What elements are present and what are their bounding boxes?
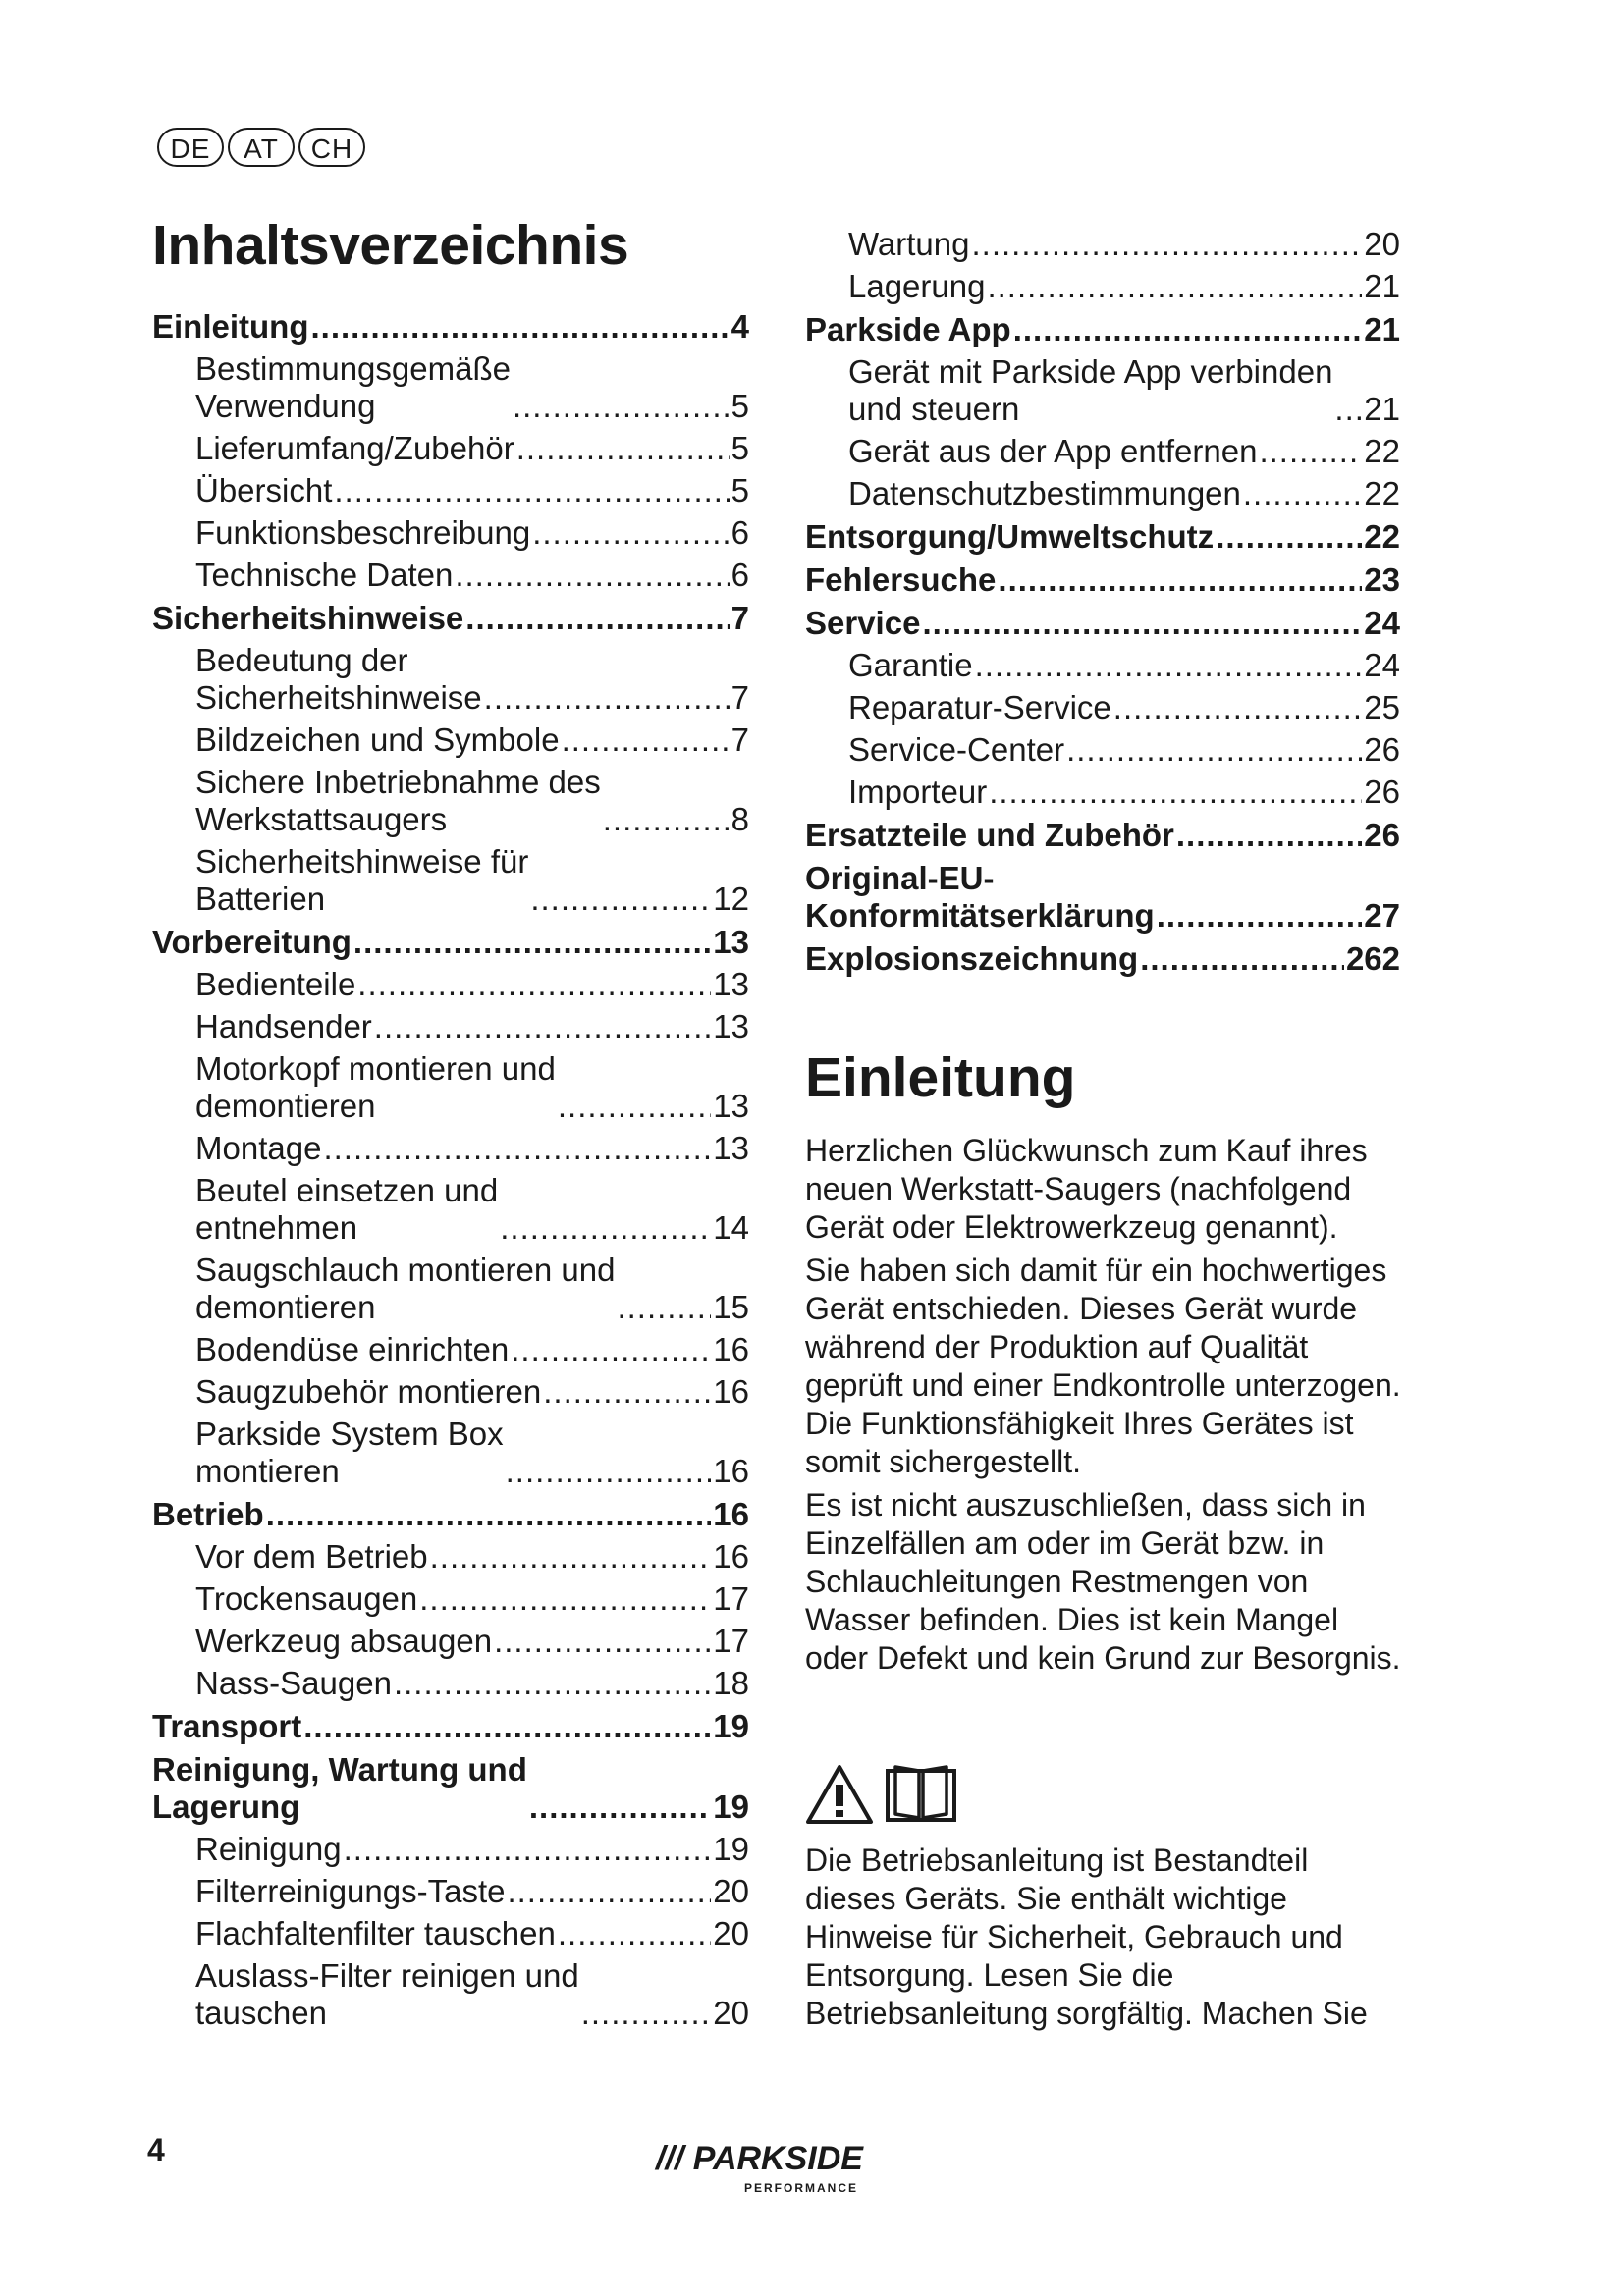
toc-dot-leader xyxy=(1066,731,1362,769)
toc-page-number: 12 xyxy=(713,881,749,917)
toc-dot-leader xyxy=(506,1453,712,1490)
toc-entry-title: Importeur xyxy=(848,774,988,810)
toc-subsection-entry[interactable] xyxy=(152,1957,749,2032)
toc-subsection-entry[interactable] xyxy=(152,1873,749,1910)
toc-dot-leader xyxy=(516,430,730,467)
toc-chapter-entry[interactable] xyxy=(805,518,1400,556)
toc-page-number: 262 xyxy=(1345,940,1400,977)
toc-page-number: 19 xyxy=(713,1831,749,1867)
toc-dot-leader xyxy=(1013,311,1363,348)
toc-page-number: 20 xyxy=(713,1995,749,2031)
toc-entry-title: Einleitung xyxy=(152,308,309,345)
toc-chapter-entry[interactable] xyxy=(805,605,1400,642)
toc-chapter-entry[interactable] xyxy=(805,311,1400,348)
toc-entry-title: Service-Center xyxy=(848,731,1065,768)
warning-triangle-icon xyxy=(805,1763,874,1826)
toc-entry-title: Vor dem Betrieb xyxy=(195,1538,428,1575)
toc-entry-title: Handsender xyxy=(195,1008,372,1044)
toc-entry-title: Flachfaltenfilter tauschen xyxy=(195,1915,556,1951)
toc-subsection-entry[interactable] xyxy=(805,226,1400,263)
toc-chapter-entry[interactable] xyxy=(805,817,1400,854)
toc-page-number: 13 xyxy=(713,1008,749,1044)
country-badge-de: DE xyxy=(157,128,224,167)
toc-dot-leader xyxy=(532,514,729,552)
toc-page-number: 20 xyxy=(713,1915,749,1951)
toc-page-number: 26 xyxy=(1364,731,1400,768)
toc-dot-leader xyxy=(543,1373,711,1411)
toc-entry-title: Vorbereitung xyxy=(152,924,352,960)
toc-entry-title: Funktionsbeschreibung xyxy=(195,514,531,551)
toc-page-number: 6 xyxy=(731,557,749,593)
toc-entry-title: Übersicht xyxy=(195,472,333,508)
toc-entry-title: Sichere Inbetriebnahme des Werkstattsaugers xyxy=(195,764,601,837)
toc-subsection-entry[interactable] xyxy=(152,1623,749,1660)
toc-dot-leader xyxy=(558,1088,711,1125)
toc-dot-leader xyxy=(1176,817,1362,854)
toc-page-number: 14 xyxy=(713,1209,749,1246)
toc-dot-leader xyxy=(1216,518,1362,556)
toc-page-number: 24 xyxy=(1364,647,1400,683)
toc-page-number: 20 xyxy=(1364,226,1400,262)
toc-dot-leader xyxy=(513,388,730,425)
toc-dot-leader xyxy=(500,1209,711,1247)
section-title: Einleitung xyxy=(805,1046,1076,1109)
toc-subsection-entry[interactable] xyxy=(152,1915,749,1952)
intro-paragraph: Herzlichen Glückwunsch zum Kauf ihres neuen Werkstatt-Saugers (nachfolgend Gerät oder Elektrowerkzeug genannt). xyxy=(805,1133,1368,1245)
toc-page-number: 19 xyxy=(713,1708,749,1744)
toc-page-number: 16 xyxy=(713,1373,749,1410)
toc-subsection-entry[interactable] xyxy=(805,731,1400,769)
toc-page-number: 8 xyxy=(731,801,749,837)
toc-chapter-entry[interactable] xyxy=(152,924,749,961)
safety-icons xyxy=(805,1763,958,1826)
toc-dot-leader xyxy=(353,924,711,961)
toc-page-number: 26 xyxy=(1364,774,1400,810)
toc-page-number: 22 xyxy=(1364,518,1400,555)
manual-paragraph: Die Betriebsanleitung ist Bestandteil dieses Geräts. Sie enthält wichtige Hinweise für Sicherheit, Gebrauch und Entsorgung. Lesen Sie die Betriebsanleitung sorgfältig. Machen Sie xyxy=(805,1842,1368,2031)
toc-page-number: 5 xyxy=(731,472,749,508)
toc-entry-title: Werkzeug absaugen xyxy=(195,1623,493,1659)
toc-entry-title: Motorkopf montieren und demontieren xyxy=(195,1050,556,1124)
toc-entry-title: Entsorgung/Umweltschutz xyxy=(805,518,1215,555)
toc-subsection-entry[interactable] xyxy=(152,1415,749,1490)
toc-entry-title: Service xyxy=(805,605,921,641)
toc-dot-leader xyxy=(419,1580,711,1618)
toc-chapter-entry[interactable] xyxy=(805,561,1400,599)
toc-page-number: 16 xyxy=(713,1538,749,1575)
toc-page-number: 21 xyxy=(1364,311,1400,347)
toc-page-number: 13 xyxy=(713,924,749,960)
toc-dot-leader xyxy=(1157,897,1363,934)
toc-subsection-entry[interactable] xyxy=(152,1008,749,1045)
toc-subsection-entry[interactable] xyxy=(805,774,1400,811)
toc-page-number: 22 xyxy=(1364,475,1400,511)
toc-dot-leader xyxy=(529,1789,711,1826)
toc-dot-leader xyxy=(334,472,729,509)
toc-entry-title: Gerät mit Parkside App verbinden und steuern xyxy=(848,353,1333,427)
logo-subtitle: PERFORMANCE xyxy=(744,2181,859,2195)
toc-dot-leader xyxy=(311,308,730,346)
toc-dot-leader xyxy=(494,1623,711,1660)
toc-entry-title: Explosionszeichnung xyxy=(805,940,1139,977)
toc-dot-leader xyxy=(998,561,1362,599)
toc-page-number: 13 xyxy=(713,1088,749,1124)
toc-entry-title: Lieferumfang/Zubehör xyxy=(195,430,514,466)
toc-dot-leader xyxy=(484,679,730,717)
parkside-logo xyxy=(656,2142,892,2203)
toc-dot-leader xyxy=(1140,940,1344,978)
toc-entry-title: Bildzeichen und Symbole xyxy=(195,721,560,758)
toc-dot-leader xyxy=(562,721,730,759)
page-number: 4 xyxy=(147,2132,165,2167)
toc-entry-title: Bodendüse einrichten xyxy=(195,1331,510,1367)
toc-page-number: 16 xyxy=(713,1496,749,1532)
toc-dot-leader xyxy=(266,1496,712,1533)
toc-entry-title: Reinigung xyxy=(195,1831,342,1867)
toc-subsection-entry[interactable] xyxy=(805,353,1400,428)
toc-subsection-entry[interactable] xyxy=(152,1130,749,1167)
toc-page-number: 20 xyxy=(713,1873,749,1909)
toc-subsection-entry[interactable] xyxy=(152,1331,749,1368)
toc-dot-leader xyxy=(507,1873,711,1910)
toc-entry-title: Saugzubehör montieren xyxy=(195,1373,542,1410)
country-badge-at: AT xyxy=(228,128,295,167)
toc-entry-title: Parkside App xyxy=(805,311,1011,347)
toc-dot-leader xyxy=(617,1289,711,1326)
toc-subsection-entry[interactable] xyxy=(152,430,749,467)
toc-subsection-entry[interactable] xyxy=(152,1252,749,1326)
toc-chapter-entry[interactable] xyxy=(152,1708,749,1745)
toc-subsection-entry[interactable] xyxy=(152,557,749,594)
toc-entry-title: Transport xyxy=(152,1708,302,1744)
toc-dot-leader xyxy=(975,647,1363,684)
intro-text xyxy=(805,1132,1404,1682)
toc-entry-title: Technische Daten xyxy=(195,557,454,593)
toc-page-number: 21 xyxy=(1364,268,1400,304)
toc-dot-leader xyxy=(374,1008,711,1045)
toc-page-number: 26 xyxy=(1364,817,1400,853)
toc-subsection-entry[interactable] xyxy=(152,1538,749,1575)
toc-entry-title: Nass-Saugen xyxy=(195,1665,392,1701)
toc-subsection-entry[interactable] xyxy=(152,350,749,425)
toc-dot-leader xyxy=(603,801,730,838)
toc-subsection-entry[interactable] xyxy=(152,764,749,838)
toc-subsection-entry[interactable] xyxy=(152,843,749,918)
toc-page-number: 5 xyxy=(731,388,749,424)
toc-entry-title: Parkside System Box montieren xyxy=(195,1415,504,1489)
toc-page-number: 4 xyxy=(731,308,749,345)
toc-title: Inhaltsverzeichnis xyxy=(152,214,629,277)
toc-page-number: 21 xyxy=(1364,391,1400,427)
toc-entry-title: Bestimmungsgemäße Verwendung xyxy=(195,350,511,424)
toc-chapter-entry[interactable] xyxy=(805,940,1400,978)
toc-entry-title: Montage xyxy=(195,1130,322,1166)
toc-entry-title: Fehlersuche xyxy=(805,561,997,598)
toc-page-number: 7 xyxy=(731,679,749,716)
toc-subsection-entry[interactable] xyxy=(152,1373,749,1411)
intro-paragraph: Sie haben sich damit für ein hochwertiges Gerät entschieden. Dieses Gerät wurde während der Produktion auf Qualität geprüft und einer Endkontrolle unterzogen. Die Funktionsfähigkeit Ihres Gerätes ist somit sichergestellt. xyxy=(805,1253,1401,1479)
toc-subsection-entry[interactable] xyxy=(805,433,1400,470)
toc-dot-leader xyxy=(430,1538,712,1575)
toc-dot-leader xyxy=(394,1665,711,1702)
toc-dot-leader xyxy=(1334,391,1362,428)
toc-dot-leader xyxy=(465,600,729,637)
toc-dot-leader xyxy=(511,1331,711,1368)
toc-entry-title: Beutel einsetzen und entnehmen xyxy=(195,1172,499,1246)
toc-dot-leader xyxy=(558,1915,711,1952)
toc-subsection-entry[interactable] xyxy=(805,475,1400,512)
toc-entry-title: Trockensaugen xyxy=(195,1580,418,1617)
toc-dot-leader xyxy=(972,226,1363,263)
toc-subsection-entry[interactable] xyxy=(152,1580,749,1618)
toc-page-number: 23 xyxy=(1364,561,1400,598)
toc-entry-title: Gerät aus der App entfernen xyxy=(848,433,1258,469)
logo-brand: /// PARKSIDE xyxy=(656,2140,863,2177)
toc-entry-title: Reparatur-Service xyxy=(848,689,1111,725)
toc-entry-title: Original-EU- Konformitätserklärung xyxy=(805,860,1155,934)
toc-entry-title: Ersatzteile und Zubehör xyxy=(805,817,1174,853)
toc-subsection-entry[interactable] xyxy=(152,1831,749,1868)
toc-page-number: 15 xyxy=(713,1289,749,1325)
toc-subsection-entry[interactable] xyxy=(152,1172,749,1247)
toc-page-number: 22 xyxy=(1364,433,1400,469)
toc-page-number: 13 xyxy=(713,966,749,1002)
toc-dot-leader xyxy=(1243,475,1362,512)
toc-entry-title: Datenschutzbestimmungen xyxy=(848,475,1241,511)
toc-entry-title: Wartung xyxy=(848,226,970,262)
toc-chapter-entry[interactable] xyxy=(152,1496,749,1533)
toc-dot-leader xyxy=(323,1130,711,1167)
toc-subsection-entry[interactable] xyxy=(152,1050,749,1125)
toc-dot-leader xyxy=(303,1708,711,1745)
toc-page-number: 25 xyxy=(1364,689,1400,725)
country-badge-ch: CH xyxy=(298,128,365,167)
toc-dot-leader xyxy=(581,1995,712,2032)
intro-paragraph: Es ist nicht auszuschließen, dass sich in Einzelfällen am oder im Gerät bzw. in Schlauchleitungen Restmengen von Wasser befinden. Dies ist kein Mangel oder Defekt und kein Grund zur Besorgnis. xyxy=(805,1487,1401,1676)
toc-chapter-entry[interactable] xyxy=(805,860,1400,934)
toc-dot-leader xyxy=(1259,433,1362,470)
toc-dot-leader xyxy=(357,966,711,1003)
toc-chapter-entry[interactable] xyxy=(152,600,749,637)
toc-page-number: 16 xyxy=(713,1331,749,1367)
toc-subsection-entry[interactable] xyxy=(805,689,1400,726)
toc-entry-title: Filterreinigungs-Taste xyxy=(195,1873,506,1909)
toc-entry-title: Sicherheitshinweise xyxy=(152,600,464,636)
manual-text xyxy=(805,1842,1404,2038)
toc-page-number: 7 xyxy=(731,600,749,636)
toc-entry-title: Bedeutung der Sicherheitshinweise xyxy=(195,642,482,716)
toc-entry-title: Auslass-Filter reinigen und tauschen xyxy=(195,1957,579,2031)
toc-entry-title: Lagerung xyxy=(848,268,986,304)
toc-dot-leader xyxy=(987,268,1362,305)
toc-entry-title: Betrieb xyxy=(152,1496,264,1532)
toc-page-number: 6 xyxy=(731,514,749,551)
toc-subsection-entry[interactable] xyxy=(805,647,1400,684)
toc-dot-leader xyxy=(1113,689,1363,726)
toc-right-column xyxy=(805,226,1400,983)
toc-dot-leader xyxy=(455,557,729,594)
toc-chapter-entry[interactable] xyxy=(152,1751,749,1826)
toc-subsection-entry[interactable] xyxy=(152,1665,749,1702)
toc-subsection-entry[interactable] xyxy=(152,721,749,759)
toc-subsection-entry[interactable] xyxy=(805,268,1400,305)
toc-page-number: 13 xyxy=(713,1130,749,1166)
toc-entry-title: Garantie xyxy=(848,647,973,683)
toc-page-number: 7 xyxy=(731,721,749,758)
toc-entry-title: Reinigung, Wartung und Lagerung xyxy=(152,1751,527,1825)
toc-entry-title: Bedienteile xyxy=(195,966,356,1002)
toc-page-number: 16 xyxy=(713,1453,749,1489)
toc-subsection-entry[interactable] xyxy=(152,472,749,509)
toc-page-number: 27 xyxy=(1364,897,1400,934)
toc-dot-leader xyxy=(989,774,1362,811)
toc-subsection-entry[interactable] xyxy=(152,514,749,552)
toc-dot-leader xyxy=(922,605,1362,642)
toc-page-number: 5 xyxy=(731,430,749,466)
toc-dot-leader xyxy=(344,1831,712,1868)
read-manual-book-icon xyxy=(884,1763,958,1826)
toc-page-number: 17 xyxy=(713,1580,749,1617)
toc-subsection-entry[interactable] xyxy=(152,642,749,717)
toc-page-number: 24 xyxy=(1364,605,1400,641)
toc-subsection-entry[interactable] xyxy=(152,966,749,1003)
toc-entry-title: Saugschlauch montieren und demontieren xyxy=(195,1252,616,1325)
toc-page-number: 17 xyxy=(713,1623,749,1659)
toc-entry-title: Sicherheitshinweise für Batterien xyxy=(195,843,529,917)
toc-dot-leader xyxy=(530,881,711,918)
toc-left-column xyxy=(152,302,749,2037)
toc-page-number: 19 xyxy=(713,1789,749,1825)
toc-page-number: 18 xyxy=(713,1665,749,1701)
toc-chapter-entry[interactable] xyxy=(152,308,749,346)
country-badges xyxy=(157,128,365,167)
